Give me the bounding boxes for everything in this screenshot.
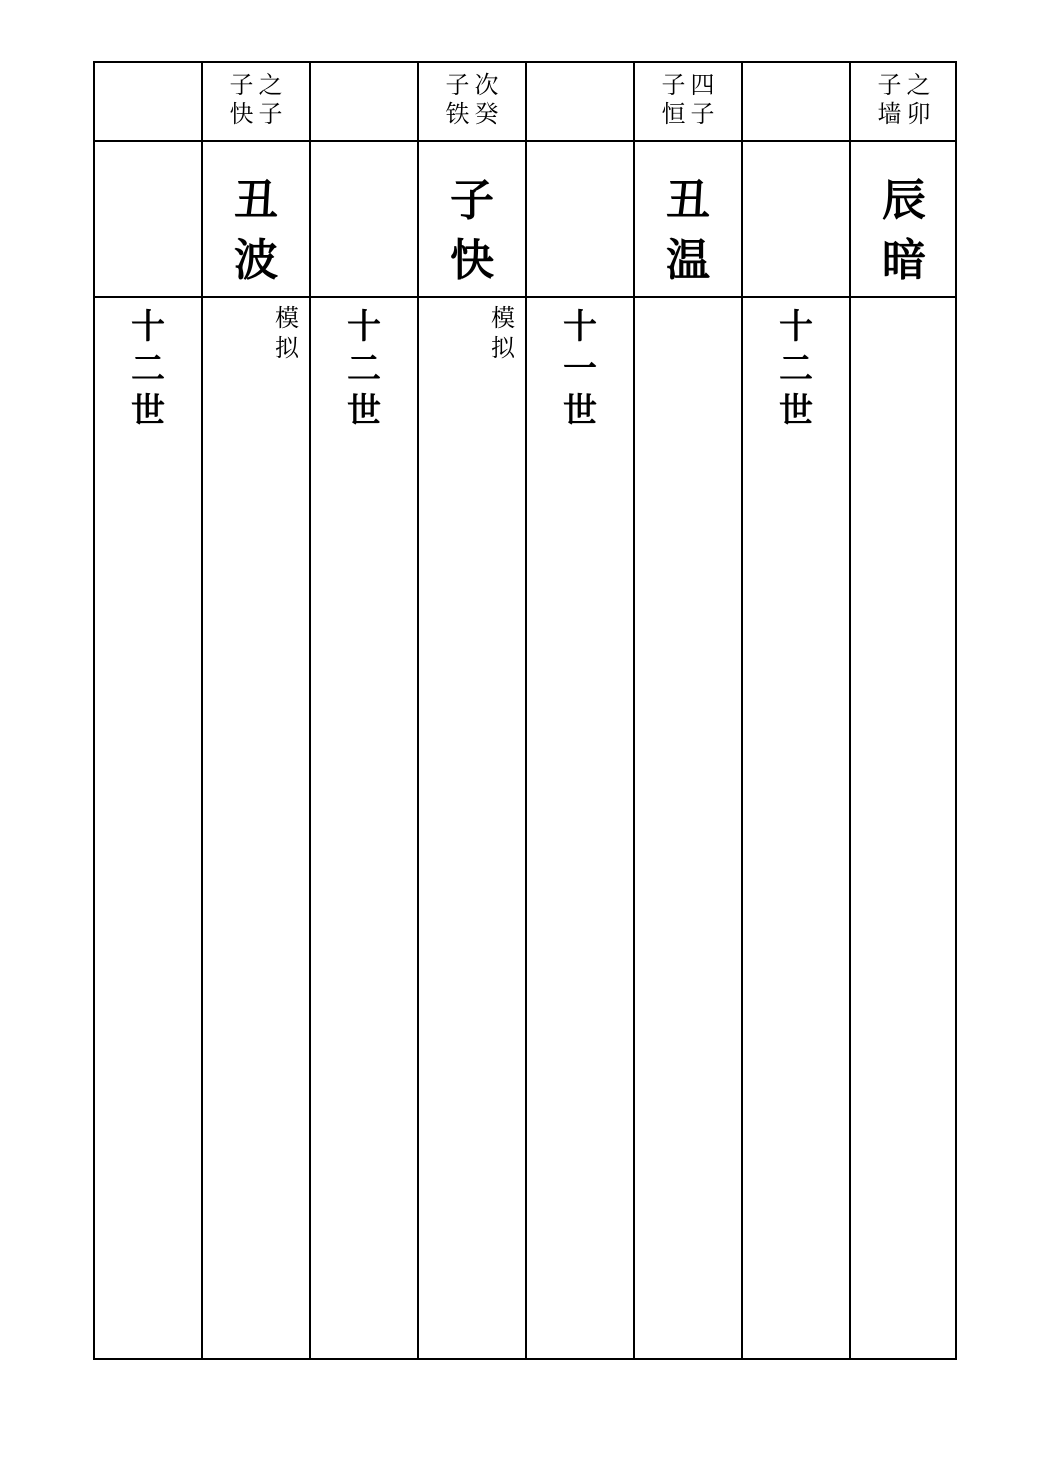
relation-text — [419, 71, 525, 141]
col-divider-4 — [525, 63, 527, 1358]
name-char: 温 — [666, 235, 710, 286]
note-char: 模 — [275, 304, 299, 332]
generation-char: 一 — [563, 349, 597, 389]
relation-column — [661, 71, 687, 129]
note-char: 拟 — [491, 334, 515, 362]
name-char: 丑 — [666, 175, 710, 226]
generation-label — [311, 306, 417, 432]
generation-char: 世 — [347, 391, 381, 431]
relation-text — [203, 71, 309, 141]
note-char: 模 — [491, 304, 515, 332]
generation-label — [743, 306, 849, 432]
name-char: 波 — [234, 235, 278, 286]
relation-char: 子 — [877, 71, 902, 99]
generation-char: 十 — [347, 307, 381, 347]
relation-char: 次 — [474, 71, 499, 99]
note-text — [267, 303, 307, 363]
generation-char: 世 — [563, 391, 597, 431]
relation-column — [258, 71, 284, 129]
generation-char: 二 — [779, 349, 813, 389]
relation-char: 铁 — [445, 100, 470, 128]
relation-char: 子 — [445, 71, 470, 99]
col-divider-6 — [741, 63, 743, 1358]
relation-char: 快 — [229, 100, 254, 128]
relation-column — [906, 71, 932, 129]
generation-label — [527, 306, 633, 432]
relation-char: 卯 — [906, 100, 931, 128]
relation-char: 子 — [229, 71, 254, 99]
col-divider-2 — [309, 63, 311, 1358]
relation-char: 墙 — [877, 100, 902, 128]
name-char: 快 — [450, 235, 494, 286]
relation-char: 之 — [906, 71, 931, 99]
name-char: 丑 — [234, 175, 278, 226]
generation-char: 十 — [563, 307, 597, 347]
note-char: 拟 — [275, 334, 299, 362]
relation-char: 子 — [258, 100, 283, 128]
person-name — [851, 171, 957, 291]
generation-label — [95, 306, 201, 432]
generation-char: 十 — [131, 307, 165, 347]
relation-column — [229, 71, 255, 129]
relation-char: 四 — [690, 71, 715, 99]
person-name — [203, 171, 309, 291]
relation-column — [877, 71, 903, 129]
generation-char: 二 — [347, 349, 381, 389]
relation-column — [445, 71, 471, 129]
relation-text — [851, 71, 957, 141]
relation-column — [474, 71, 500, 129]
relation-char: 之 — [258, 71, 283, 99]
generation-char: 十 — [779, 307, 813, 347]
relation-char: 癸 — [474, 100, 499, 128]
name-char: 子 — [450, 175, 494, 226]
generation-char: 世 — [779, 391, 813, 431]
relation-char: 子 — [661, 71, 686, 99]
generation-char: 世 — [131, 391, 165, 431]
person-name — [635, 171, 741, 291]
relation-char: 子 — [690, 100, 715, 128]
name-char: 暗 — [882, 235, 926, 286]
relation-char: 恒 — [661, 100, 686, 128]
relation-column — [690, 71, 716, 129]
name-char: 辰 — [882, 175, 926, 226]
genealogy-table — [93, 61, 957, 1360]
relation-text — [635, 71, 741, 141]
person-name — [419, 171, 525, 291]
note-text — [483, 303, 523, 363]
generation-char: 二 — [131, 349, 165, 389]
